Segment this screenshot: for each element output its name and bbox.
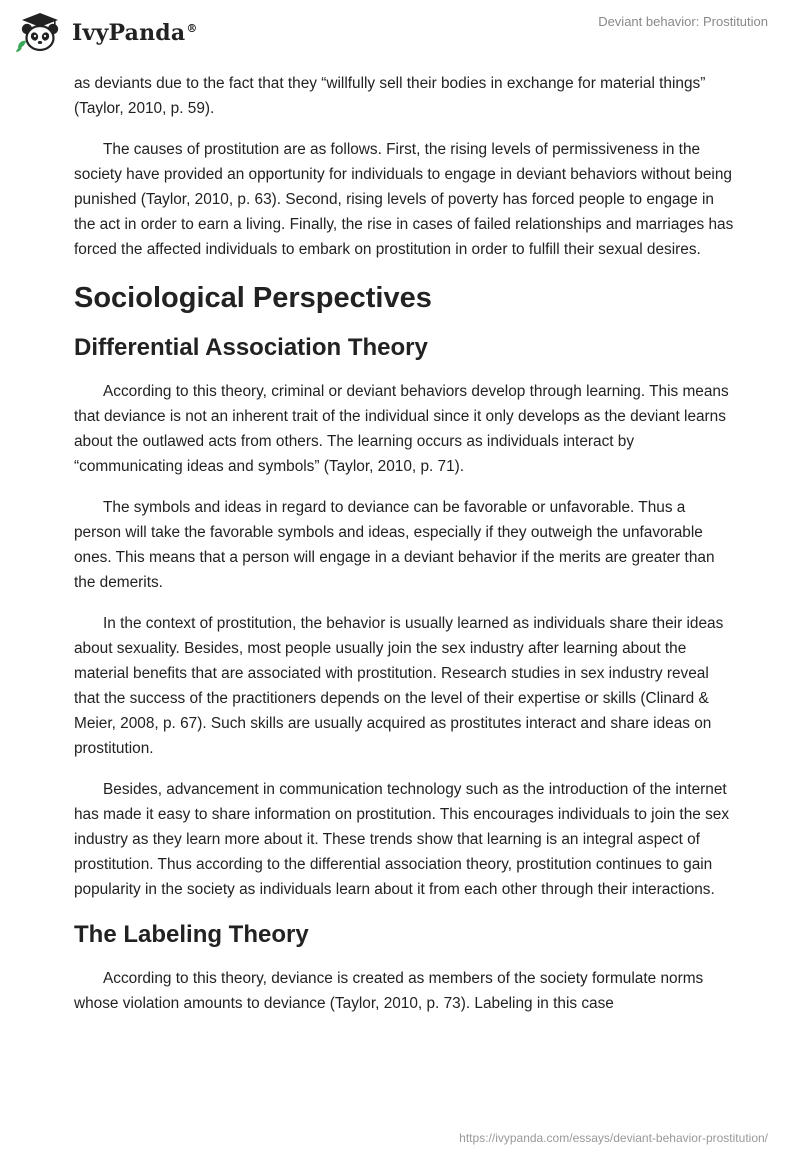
ivypanda-logo[interactable]	[14, 10, 198, 54]
section-heading-sociological-perspectives: Sociological Perspectives	[74, 282, 432, 314]
subheading-labeling-theory: The Labeling Theory	[74, 921, 309, 948]
paragraph-differential-2: The symbols and ideas in regard to deviance can be favorable or unfavorable. Thus a person will take the favorable symbols and ideas, especially if they outweigh the unfavorable ones. This means that a person will engage in a deviant behavior if the merits are greater than the demerits.	[74, 499, 715, 591]
paragraph-labeling-1: According to this theory, deviance is created as members of the society formulate norms whose violation amounts to deviance (Taylor, 2010, p. 73). Labeling in this case	[74, 970, 704, 1012]
paragraph-differential-4: Besides, advancement in communication technology such as the introduction of the internet has made it easy to share information on prostitution. This encourages individuals to join the sex industry as they learn more about it. These trends show that learning is an integral aspect of prostitution. Thus according to the differential association theory, prostitution continues to gain popularity in the society as individuals learn about it from each other through their interactions.	[74, 781, 730, 898]
source-url[interactable]: https://ivypanda.com/essays/deviant-behavior-prostitution/	[459, 1131, 768, 1145]
paragraph-differential-3: In the context of prostitution, the behavior is usually learned as individuals share their ideas about sexuality. Besides, most people usually join the sex industry after learning about the material benefits that are associated with prostitution. Research studies in sex industry reveal that the success of the practitioners depends on the level of their expertise or skills (Clinard & Meier, 2008, p. 67). Such skills are usually acquired as prostitutes interact and share ideas on prostitution.	[74, 615, 724, 757]
panda-graduate-icon	[14, 10, 66, 54]
subheading-differential-association: Differential Association Theory	[74, 334, 428, 361]
paragraph-causes: The causes of prostitution are as follows. First, the rising levels of permissiveness in the society have provided an opportunity for individuals to engage in deviant behaviors without being punished (Taylor, 2010, p. 63). Second, rising levels of poverty has forced people to engage in the act in order to earn a living. Finally, the rise in cases of failed relationships and marriages has forced the affected individuals to embark on prostitution in order to fulfill their sexual desires.	[74, 141, 734, 258]
page-header	[0, 0, 800, 64]
brand-name: IvyPanda®	[72, 20, 198, 46]
essay-body	[74, 71, 734, 1032]
paragraph-continuation: as deviants due to the fact that they “willfully sell their bodies in exchange for material things” (Taylor, 2010, p. 59).	[74, 75, 706, 117]
running-title: Deviant behavior: Prostitution	[598, 14, 768, 29]
paragraph-differential-1: According to this theory, criminal or deviant behaviors develop through learning. This means that deviance is not an inherent trait of the individual since it only develops as the deviant learns about the outlawed acts from others. The learning occurs as individuals interact by “communicating ideas and symbols” (Taylor, 2010, p. 71).	[74, 383, 729, 475]
